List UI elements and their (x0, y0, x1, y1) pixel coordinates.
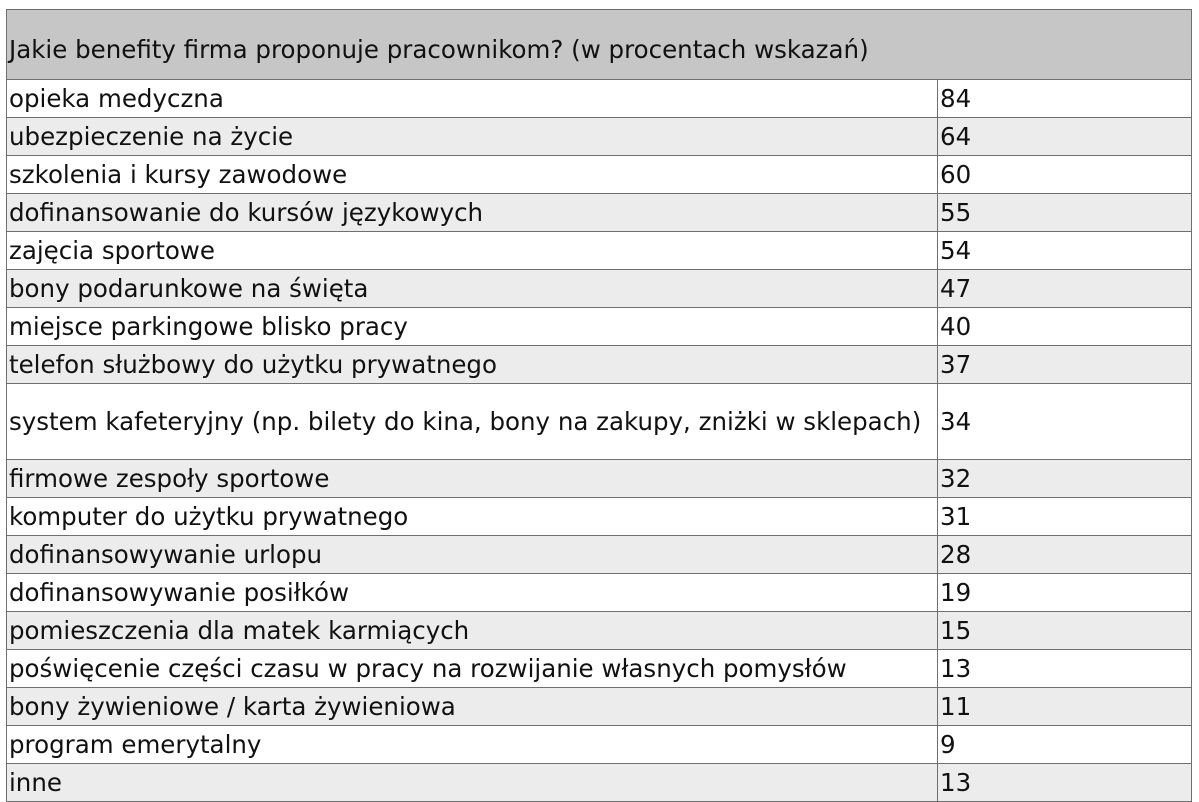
benefit-percentage: 11 (938, 688, 1192, 726)
table-row (7, 688, 1192, 726)
benefit-percentage: 64 (938, 118, 1192, 156)
benefit-label: inne (7, 764, 938, 802)
table-row (7, 270, 1192, 308)
table-row (7, 156, 1192, 194)
benefit-percentage: 15 (938, 612, 1192, 650)
benefit-percentage: 28 (938, 536, 1192, 574)
benefit-percentage: 37 (938, 346, 1192, 384)
benefit-label: bony żywieniowe / karta żywieniowa (7, 688, 938, 726)
benefit-percentage: 32 (938, 460, 1192, 498)
benefit-label: szkolenia i kursy zawodowe (7, 156, 938, 194)
benefit-label: poświęcenie części czasu w pracy na rozwijanie własnych pomysłów (7, 650, 938, 688)
benefit-percentage: 47 (938, 270, 1192, 308)
table-body (7, 80, 1192, 802)
table-row (7, 118, 1192, 156)
benefit-percentage: 84 (938, 80, 1192, 118)
benefit-label: bony podarunkowe na święta (7, 270, 938, 308)
benefit-percentage: 19 (938, 574, 1192, 612)
table-row (7, 536, 1192, 574)
benefit-percentage: 34 (938, 384, 1192, 460)
benefit-label: komputer do użytku prywatnego (7, 498, 938, 536)
benefit-percentage: 13 (938, 650, 1192, 688)
benefit-label: firmowe zespoły sportowe (7, 460, 938, 498)
table-row (7, 346, 1192, 384)
benefit-percentage: 60 (938, 156, 1192, 194)
table-title: Jakie benefity firma proponuje pracownikom? (w procentach wskazań) (7, 10, 1192, 80)
benefit-label: dofinansowanie do kursów językowych (7, 194, 938, 232)
table-row (7, 460, 1192, 498)
table-row (7, 726, 1192, 764)
table-row (7, 80, 1192, 118)
benefit-percentage: 40 (938, 308, 1192, 346)
benefit-label: dofinansowywanie urlopu (7, 536, 938, 574)
table-row (7, 194, 1192, 232)
benefit-percentage: 55 (938, 194, 1192, 232)
benefits-table (6, 9, 1192, 802)
table-row (7, 612, 1192, 650)
table-row (7, 498, 1192, 536)
benefit-label: ubezpieczenie na życie (7, 118, 938, 156)
benefits-table-container (6, 9, 1191, 802)
benefit-percentage: 13 (938, 764, 1192, 802)
benefit-label: opieka medyczna (7, 80, 938, 118)
benefit-label: program emerytalny (7, 726, 938, 764)
benefit-percentage: 9 (938, 726, 1192, 764)
benefit-label: miejsce parkingowe blisko pracy (7, 308, 938, 346)
table-row (7, 574, 1192, 612)
benefit-label: dofinansowywanie posiłków (7, 574, 938, 612)
benefit-percentage: 31 (938, 498, 1192, 536)
table-row (7, 232, 1192, 270)
table-row (7, 308, 1192, 346)
benefit-label: zajęcia sportowe (7, 232, 938, 270)
table-row (7, 384, 1192, 460)
benefit-label: telefon służbowy do użytku prywatnego (7, 346, 938, 384)
table-row (7, 764, 1192, 802)
benefit-percentage: 54 (938, 232, 1192, 270)
table-header-row (7, 10, 1192, 80)
benefit-label: pomieszczenia dla matek karmiących (7, 612, 938, 650)
table-row (7, 650, 1192, 688)
benefit-label: system kafeteryjny (np. bilety do kina, bony na zakupy, zniżki w sklepach) (7, 384, 938, 460)
